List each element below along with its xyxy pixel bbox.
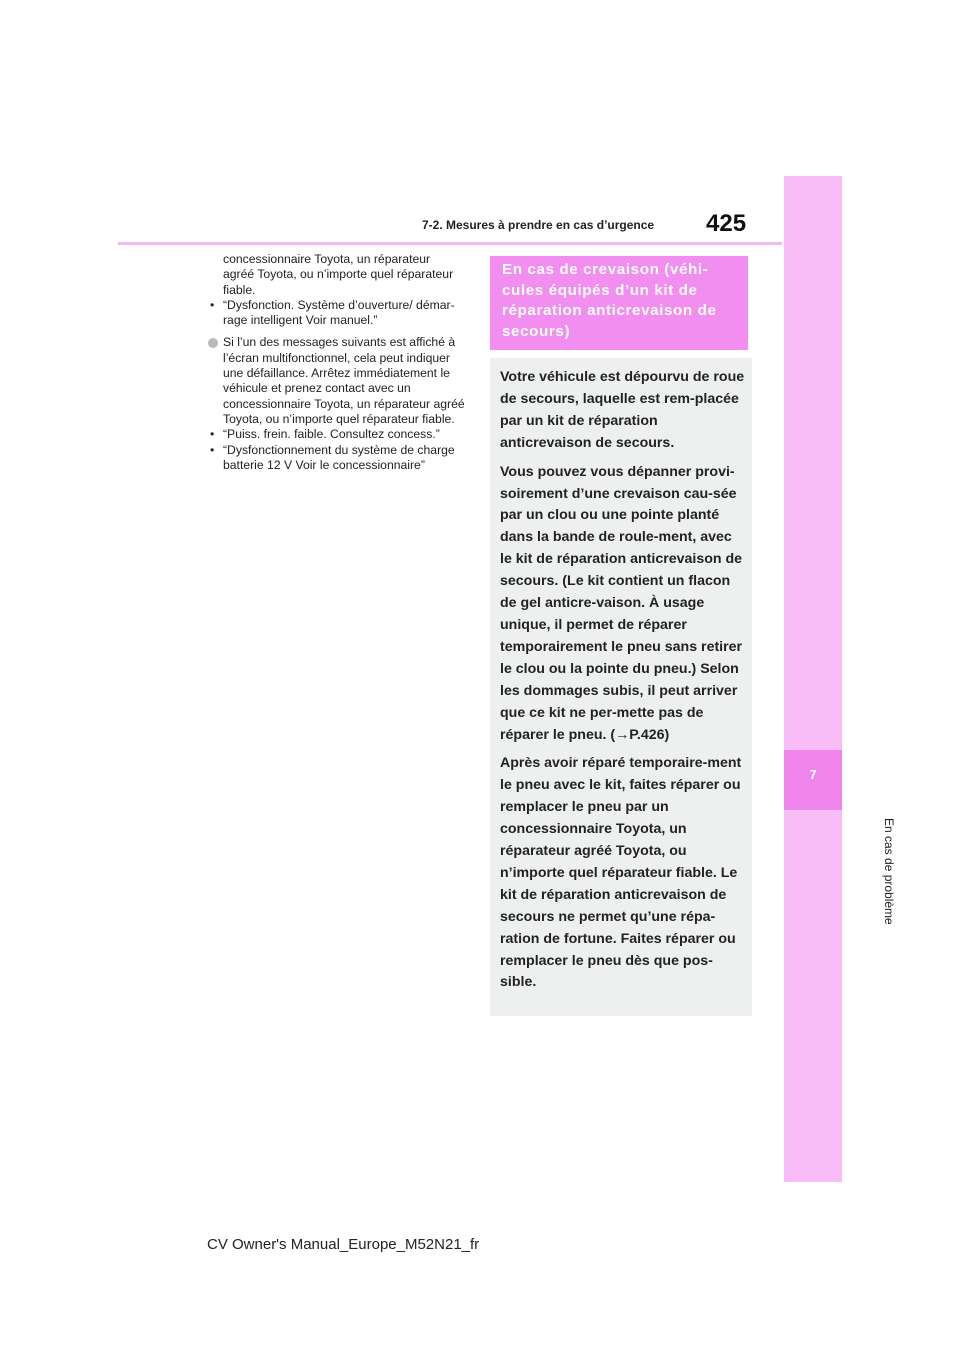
message-bullet <box>208 427 470 442</box>
continued-line: concessionnaire Toyota, un réparateur <box>223 252 431 266</box>
circle-bullet-icon <box>208 338 218 348</box>
info-paragraph: Vous pouvez vous dépanner provi-soirement d’une crevaison cau-sée par un clou ou une pointe planté dans la bande de roule-ment, avec le kit de réparation anticrevaison de secours. (Le kit contient un flacon de gel anticre-vaison. À usage unique, il permet de réparer temporairement le pneu sans retirer le clou ou la pointe du pneu.) Selon les dommages subis, il peut arriver que ce kit ne per-mette pas de réparer le pneu. (→P.426) <box>500 463 743 743</box>
chapter-side-strip <box>784 176 842 1182</box>
message-bullet <box>208 443 470 474</box>
info-box <box>490 358 752 1016</box>
info-paragraph: Après avoir réparé temporaire-ment le pneu avec le kit, faites réparer ou remplacer le pneu par un concessionnaire Toyota, un réparateur agréé Toyota, ou n’importe quel réparateur fiable. Le kit de réparation anticrevaison de secours ne permet qu’une répa-ration de fortune. Faites réparer ou remplacer le pneu dès que pos-sible. <box>500 755 742 991</box>
bullet-mark: • <box>210 427 215 442</box>
section-header-title: 7-2. Mesures à prendre en cas d’urgence <box>422 218 655 232</box>
footer-manual-id: CV Owner's Manual_Europe_M52N21_fr <box>207 1236 480 1253</box>
continued-line: agréé Toyota, ou n’importe quel réparateur <box>223 267 454 282</box>
circle-item-text: Si l’un des messages suivants est affiché à l’écran multifonctionnel, cela peut indiquer une défaillance. Arrêtez immédiatement le véhicule et prenez contact avec un concessionnaire Toyota, un réparateur agréé Toyota, ou n’importe quel réparateur fiable. <box>223 335 465 426</box>
circle-item <box>208 335 470 427</box>
message-bullet <box>208 298 470 329</box>
bullet-mark: • <box>210 297 215 312</box>
continued-line: fiable. <box>223 282 256 297</box>
info-paragraph: Votre véhicule est dépourvu de roue de secours, laquelle est rem-placée par un kit de réparation anticrevaison de secours. <box>500 369 745 451</box>
info-text <box>500 367 746 1001</box>
chapter-title: En cas de problème <box>882 818 896 925</box>
bullet-text: “Puiss. frein. faible. Consultez concess.” <box>223 427 440 442</box>
header-divider <box>118 242 782 245</box>
section-heading: En cas de crevaison (véhi-cules équipés d’un kit de réparation anticrevaison de secours) <box>502 261 717 340</box>
section-heading-box <box>490 256 748 350</box>
chapter-number: 7 <box>809 767 817 782</box>
bullet-text: “Dysfonction. Système d’ouverture/ démar-rage intelligent Voir manuel.” <box>223 297 455 328</box>
bullet-mark: • <box>210 442 215 457</box>
left-column <box>208 252 470 473</box>
bullet-text: “Dysfonctionnement du système de charge batterie 12 V Voir le concessionnaire” <box>223 442 455 472</box>
page-number: 425 <box>706 210 747 237</box>
